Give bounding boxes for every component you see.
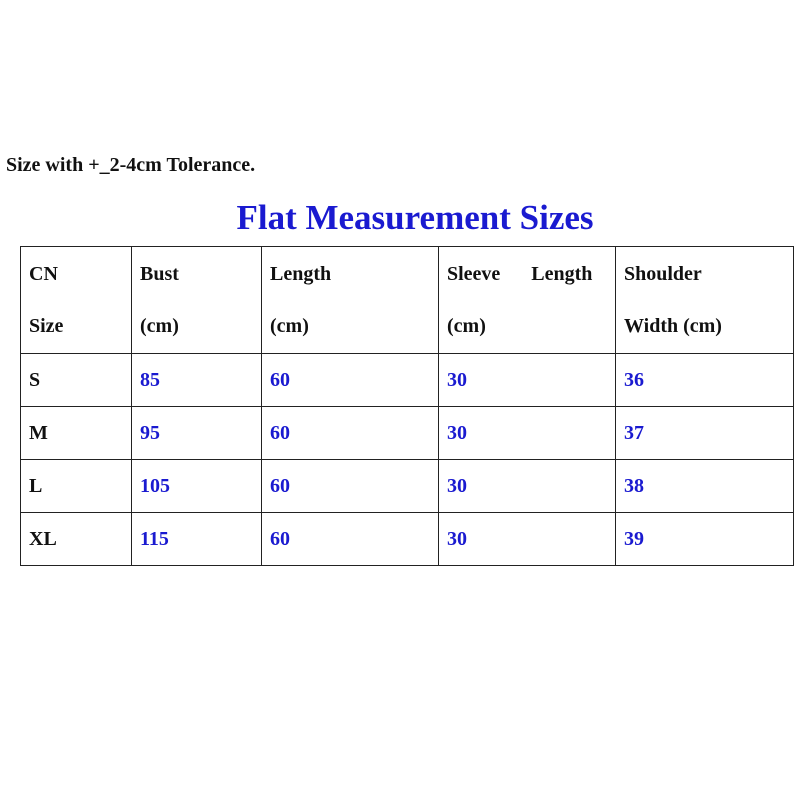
table-row — [21, 407, 794, 460]
table-header-row — [21, 247, 794, 354]
bust-cell: 85 — [132, 354, 262, 407]
table-row — [21, 460, 794, 513]
bust-cell: 105 — [132, 460, 262, 513]
size-cell: L — [21, 460, 132, 513]
bust-cell: 95 — [132, 407, 262, 460]
page-title: Flat Measurement Sizes — [236, 198, 594, 237]
table-row — [21, 513, 794, 566]
header-line: Size — [29, 315, 64, 337]
length-cell: 60 — [262, 354, 439, 407]
header-line: Bust — [140, 263, 179, 285]
header-line: (cm) — [447, 315, 486, 337]
size-table — [20, 246, 794, 566]
bust-cell: 115 — [132, 513, 262, 566]
sleeve-cell: 30 — [439, 513, 616, 566]
header-line: Sleeve Length — [447, 263, 593, 285]
table-row — [21, 354, 794, 407]
header-shoulder-width — [616, 247, 794, 354]
size-cell: XL — [21, 513, 132, 566]
length-cell: 60 — [262, 407, 439, 460]
header-line: Length — [270, 263, 332, 285]
header-line: CN — [29, 263, 58, 285]
header-line: (cm) — [140, 315, 179, 337]
shoulder-cell: 37 — [616, 407, 794, 460]
length-cell: 60 — [262, 513, 439, 566]
header-line: Shoulder — [624, 263, 702, 285]
header-line: Width (cm) — [624, 315, 722, 337]
length-cell: 60 — [262, 460, 439, 513]
sleeve-cell: 30 — [439, 407, 616, 460]
shoulder-cell: 38 — [616, 460, 794, 513]
tolerance-note: Size with +_2-4cm Tolerance. — [6, 154, 256, 176]
size-cell: S — [21, 354, 132, 407]
shoulder-cell: 39 — [616, 513, 794, 566]
sleeve-cell: 30 — [439, 460, 616, 513]
header-bust — [132, 247, 262, 354]
header-length — [262, 247, 439, 354]
size-cell: M — [21, 407, 132, 460]
shoulder-cell: 36 — [616, 354, 794, 407]
header-line: (cm) — [270, 315, 309, 337]
sleeve-cell: 30 — [439, 354, 616, 407]
header-cn-size — [21, 247, 132, 354]
header-sleeve-length — [439, 247, 616, 354]
